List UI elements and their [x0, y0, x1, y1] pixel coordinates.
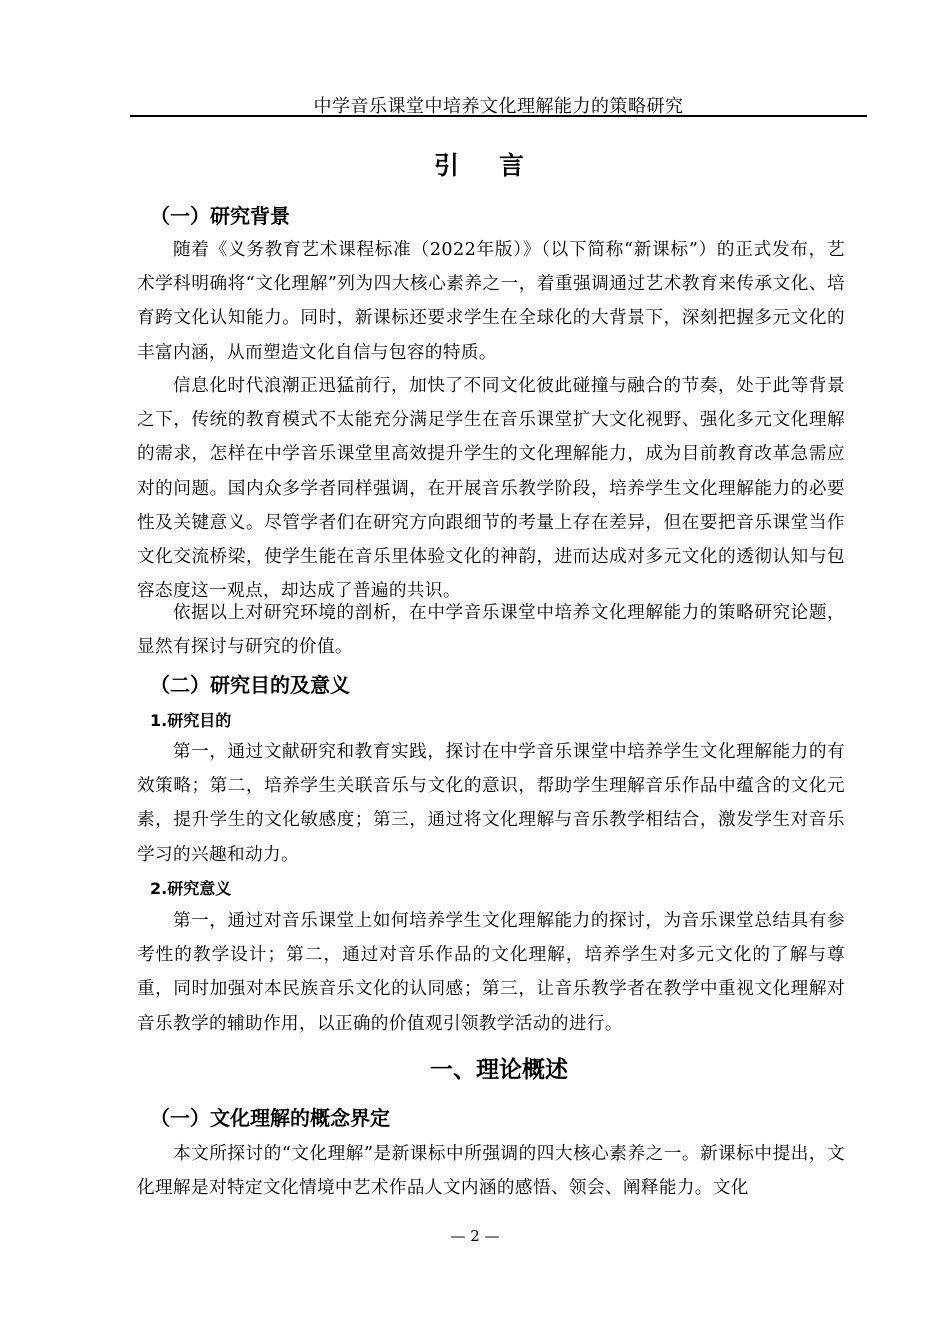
subsection-heading-goal: 1.研究目的 — [150, 711, 232, 730]
running-header-title: 中学音乐课堂中培养文化理解能力的策略研究 — [313, 96, 684, 117]
section-heading-background: （一）研究背景 — [150, 204, 290, 228]
paragraph-significance: 第一，通过对音乐课堂上如何培养学生文化理解能力的探讨，为音乐课堂总结具有参考性的教学设计；第二，通过对音乐作品的文化理解，培养学生对多元文化的了解与尊重，同时加强对本民族音乐文化的认同感；第三，让音乐教学者在教学中重视文化理解对音乐教学的辅助作用，以正确的价值观引领教学活动的进行。 — [137, 911, 845, 1034]
chapter-title: 一、理论概述 — [430, 1057, 568, 1083]
paragraph-concept: 本文所探讨的“文化理解”是新课标中所强调的四大核心素养之一。新课标中提出，文化理解是对特定文化情境中艺术作品人文内涵的感悟、领会、阐释能力。文化 — [137, 1144, 845, 1199]
section-heading-concept: （一）文化理解的概念界定 — [150, 1106, 390, 1130]
intro-title: 引言 — [433, 151, 564, 180]
paragraph-background-3: 依据以上对研究环境的剖析，在中学音乐课堂中培养文化理解能力的策略研究论题，显然有探讨与研究的价值。 — [137, 603, 845, 658]
paragraph-goal: 第一，通过文献研究和教育实践，探讨在中学音乐课堂中培养学生文化理解能力的有效策略；第二，培养学生关联音乐与文化的意识，帮助学生理解音乐作品中蕴含的文化元素，提升学生的文化敏感度；第三，通过将文化理解与音乐教学相结合，激发学生对音乐学习的兴趣和动力。 — [137, 742, 845, 865]
header-divider — [130, 115, 867, 117]
paragraph-background-1: 随着《义务教育艺术课程标准（2022年版）》（以下简称“新课标”）的正式发布，艺术学科明确将“文化理解”列为四大核心素养之一，着重强调通过艺术教育来传承文化、培育跨文化认知能力。同时，新课标还要求学生在全球化的大背景下，深刻把握多元文化的丰富内涵，从而塑造文化自信与包容的特质。 — [137, 240, 845, 363]
paragraph-background-2: 信息化时代浪潮正迅猛前行，加快了不同文化彼此碰撞与融合的节奏，处于此等背景之下，传统的教育模式不太能充分满足学生在音乐课堂扩大文化视野、强化多元文化理解的需求，怎样在中学音乐课堂里高效提升学生的文化理解能力，成为目前教育改革急需应对的问题。国内众多学者同样强调，在开展音乐教学阶段，培养学生文化理解能力的必要性及关键意义。尽管学者们在研究方向跟细节的考量上存在差异，但在要把音乐课堂当作文化交流桥梁，使学生能在音乐里体验文化的神韵，进而达成对多元文化的透彻认知与包容态度这一观点，却达成了普遍的共识。 — [137, 376, 845, 602]
section-heading-purpose: （二）研究目的及意义 — [150, 673, 350, 697]
page-number: — 2 — — [450, 1227, 500, 1245]
subsection-heading-significance: 2.研究意义 — [150, 879, 232, 898]
